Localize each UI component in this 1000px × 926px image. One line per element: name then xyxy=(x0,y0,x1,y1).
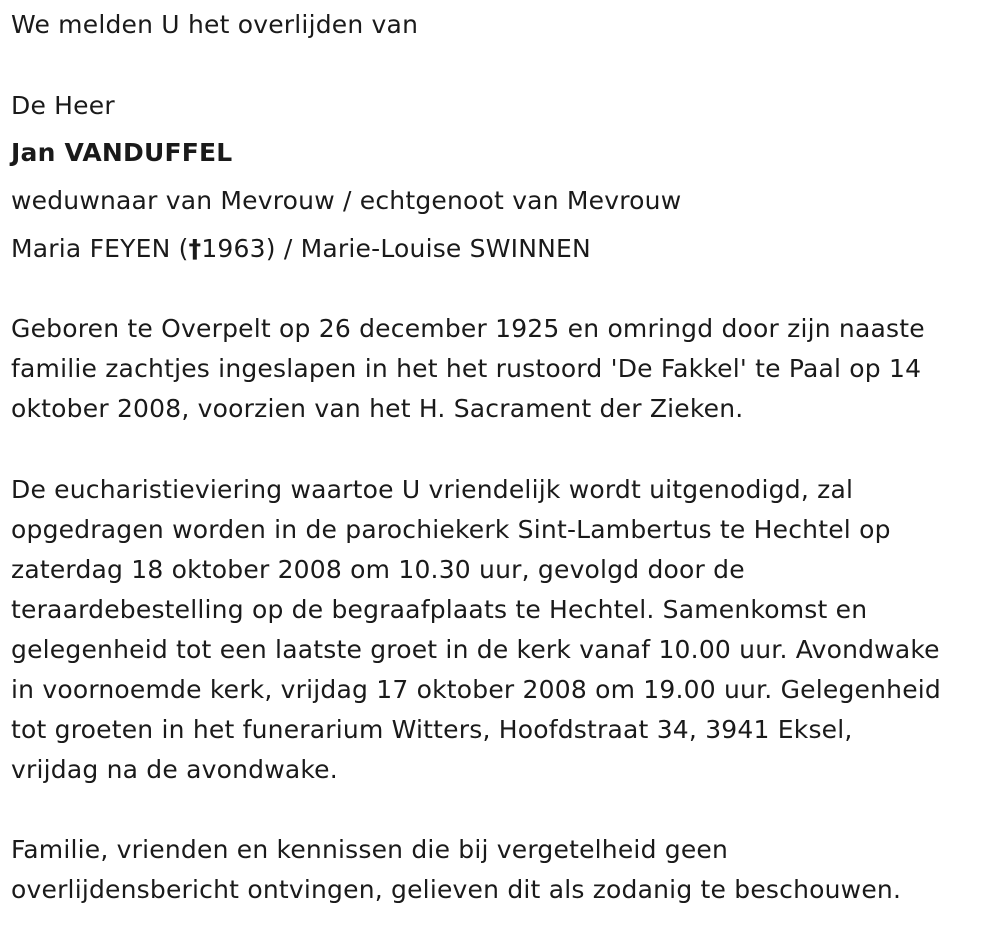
paragraph-line: opgedragen worden in de parochiekerk Sint-Lambertus te Hechtel op xyxy=(11,515,891,544)
paragraph-line: Geboren te Overpelt op 26 december 1925 en omringd door zijn naaste xyxy=(11,314,925,343)
paragraph-line: De eucharistieviering waartoe U vriendelijk wordt uitgenodigd, zal xyxy=(11,475,854,504)
birth-death-paragraph xyxy=(11,309,981,429)
paragraph-line: tot groeten in het funerarium Witters, Hoofdstraat 34, 3941 Eksel, xyxy=(11,715,853,744)
deceased-name: Jan VANDUFFEL xyxy=(11,138,233,167)
paragraph-line: familie zachtjes ingeslapen in het het rustoord 'De Fakkel' te Paal op 14 xyxy=(11,354,922,383)
salutation: De Heer xyxy=(11,91,115,120)
ceremony-paragraph xyxy=(11,470,981,790)
paragraph-line: zaterdag 18 oktober 2008 om 10.30 uur, gevolgd door de xyxy=(11,555,745,584)
paragraph-line: gelegenheid tot een laatste groet in de kerk vanaf 10.00 uur. Avondwake xyxy=(11,635,940,664)
paragraph-line: teraardebestelling op de begraafplaats te Hechtel. Samenkomst en xyxy=(11,595,868,624)
paragraph-line: vrijdag na de avondwake. xyxy=(11,755,338,784)
intro-text: We melden U het overlijden van xyxy=(11,10,419,39)
paragraph-line: overlijdensbericht ontvingen, gelieven dit als zodanig te beschouwen. xyxy=(11,875,902,904)
spouse-second: 1963) / Marie-Louise SWINNEN xyxy=(201,234,591,263)
closing-paragraph xyxy=(11,830,981,910)
spouses-line xyxy=(11,229,591,269)
paragraph-line: in voornoemde kerk, vrijdag 17 oktober 2008 om 19.00 uur. Gelegenheid xyxy=(11,675,941,704)
paragraph-line: oktober 2008, voorzien van het H. Sacrament der Zieken. xyxy=(11,394,744,423)
relation-line: weduwnaar van Mevrouw / echtgenoot van Mevrouw xyxy=(11,186,682,215)
spouse-first: Maria FEYEN ( xyxy=(11,234,189,263)
cross-icon: † xyxy=(188,234,202,263)
paragraph-line: Familie, vrienden en kennissen die bij vergetelheid geen xyxy=(11,835,729,864)
